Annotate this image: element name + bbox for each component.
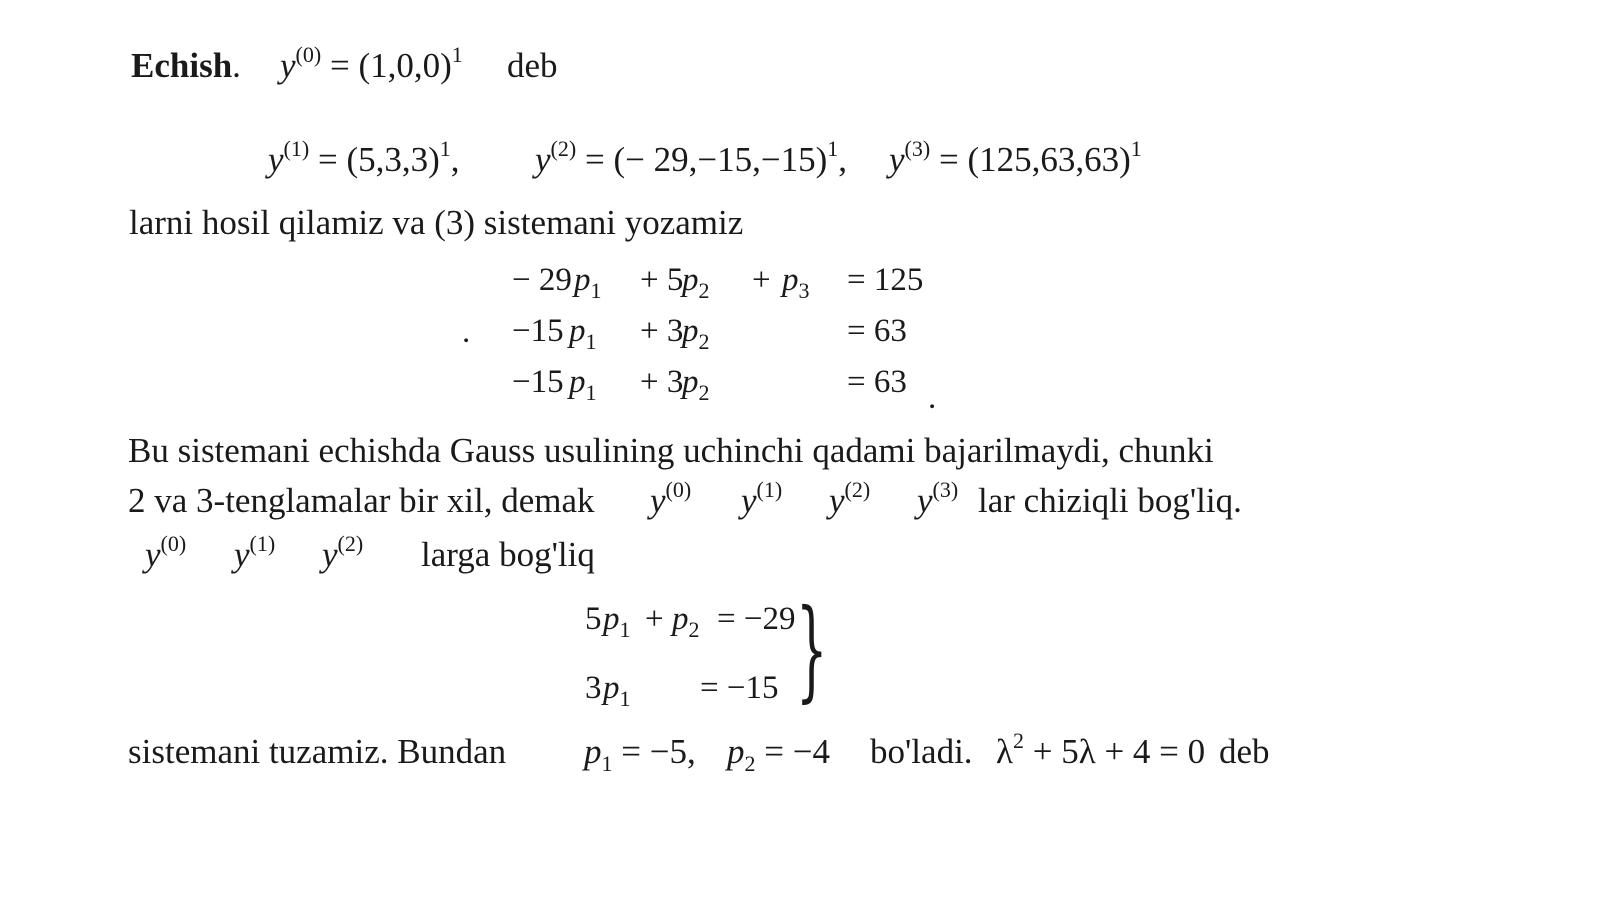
vector-index: (0) [160, 531, 187, 556]
rhs-value: = −29 [717, 601, 796, 637]
rhs-value: = −15 [700, 670, 779, 706]
vector-value: = (− 29,−15,−15) [584, 140, 828, 179]
var-p2: $p_2$ [672, 601, 700, 642]
initial-vector-formula [280, 42, 463, 85]
characteristic-equation [996, 728, 1206, 771]
vector-list-3a [145, 531, 187, 574]
var-p1: $p_1$ [569, 313, 597, 354]
vector-list-3c [322, 531, 364, 574]
vector-index: (2) [844, 477, 871, 502]
vector-value: = (5,3,3) [317, 140, 440, 179]
var-p1: $p_1$ [603, 670, 631, 711]
vector-index: (0) [665, 477, 692, 502]
dependence-text: 2 va 3-tenglamalar bir xil, demak [128, 481, 595, 520]
vector-y: y [889, 140, 905, 179]
transpose-mark: 1 [1130, 136, 1142, 161]
right-brace: } [796, 585, 828, 713]
var-p2: $p_2$ [682, 262, 710, 303]
lambda-exponent: 2 [1012, 728, 1024, 753]
separator: , [838, 140, 847, 179]
vector-y: y [829, 481, 845, 520]
final-text: sistemani tuzamiz. Bundan [128, 732, 507, 771]
coef-1: −15 [512, 313, 564, 349]
var-p2: $p_2$ [682, 313, 710, 354]
vector-index: (2) [550, 136, 577, 161]
boladi-text: bo'ladi. [870, 732, 973, 771]
equation-rest: + 5λ + 4 = 0 [1032, 732, 1206, 771]
vector-index: (3) [904, 136, 931, 161]
coef-1: − 29 [512, 262, 572, 298]
separator: , [450, 140, 460, 179]
rhs-value: = 125 [847, 262, 924, 298]
echish-label: Echish [131, 46, 233, 85]
p2-result [727, 732, 830, 776]
vector-y2 [535, 136, 847, 179]
p2-value: = −4 [764, 732, 830, 771]
deb-word: deb [507, 46, 558, 85]
var-p2: $p_2$ [682, 364, 710, 405]
solution-heading [131, 48, 241, 83]
coef-3: + [752, 262, 771, 298]
larga-text: larga bog'liq [421, 535, 595, 574]
vector-index: (0) [295, 42, 322, 67]
coef-2: + 3 [640, 364, 684, 400]
vector-y1 [268, 136, 460, 179]
system-dot-left: . [462, 314, 471, 350]
vector-y: y [650, 481, 666, 520]
system-dot-right: . [928, 380, 937, 416]
var-p1: $p_1$ [569, 364, 597, 405]
transpose-mark: 1 [451, 42, 463, 67]
paragraph-gauss: Bu sistemani echishda Gauss usulining uchinchi qadami bajarilmaydi, chunki [128, 431, 1214, 470]
dependence-tail: lar chiziqli bog'liq. [978, 481, 1242, 520]
var-p: p [584, 732, 602, 771]
heading-period: . [232, 46, 241, 85]
p1-value: = −5, [621, 732, 696, 771]
vector-index: (3) [932, 477, 959, 502]
vector-index: (1) [249, 531, 276, 556]
vector-index: (1) [283, 136, 310, 161]
system-intro-text: larni hosil qilamiz va (3) sistemani yozamiz [129, 203, 744, 242]
vector-y: y [741, 481, 757, 520]
vector-y: y [535, 140, 551, 179]
coef-1: −15 [512, 364, 564, 400]
vector-y: y [234, 535, 250, 574]
vector-y: y [322, 535, 338, 574]
var-p1: $p_1$ [603, 601, 631, 642]
final-deb: deb [1219, 732, 1270, 771]
vector-list-4c [829, 477, 871, 520]
vector-value: = (125,63,63) [938, 140, 1131, 179]
var-p: p [727, 732, 745, 771]
vector-y: y [145, 535, 161, 574]
vector-y3 [889, 136, 1142, 179]
transpose-mark: 1 [827, 136, 839, 161]
coef-2: + 5 [640, 262, 684, 298]
var-p3: $p_3$ [782, 262, 810, 303]
rhs-value: = 63 [847, 364, 907, 400]
paragraph-dependence [128, 483, 595, 518]
coef-5: 5 [585, 601, 602, 637]
vector-y: y [917, 481, 933, 520]
vector-y: y [268, 140, 284, 179]
rhs-value: = 63 [847, 313, 907, 349]
vector-index: (2) [337, 531, 364, 556]
plus-sign: + [645, 601, 664, 637]
var-p1: $p_1$ [574, 262, 602, 303]
vector-value: = (1,0,0) [329, 46, 452, 85]
vector-list-4b [741, 477, 783, 520]
transpose-mark: 1 [439, 136, 451, 161]
lambda-symbol: λ [996, 732, 1013, 771]
p1-result [584, 732, 696, 776]
var-index: 2 [744, 751, 756, 776]
vector-list-4d [917, 477, 959, 520]
coef-2: + 3 [640, 313, 684, 349]
vector-list-3b [234, 531, 276, 574]
coef-3: 3 [585, 670, 602, 706]
vector-index: (1) [756, 477, 783, 502]
var-index: 1 [601, 751, 613, 776]
vector-list-4 [650, 477, 692, 520]
vector-y: y [280, 46, 296, 85]
